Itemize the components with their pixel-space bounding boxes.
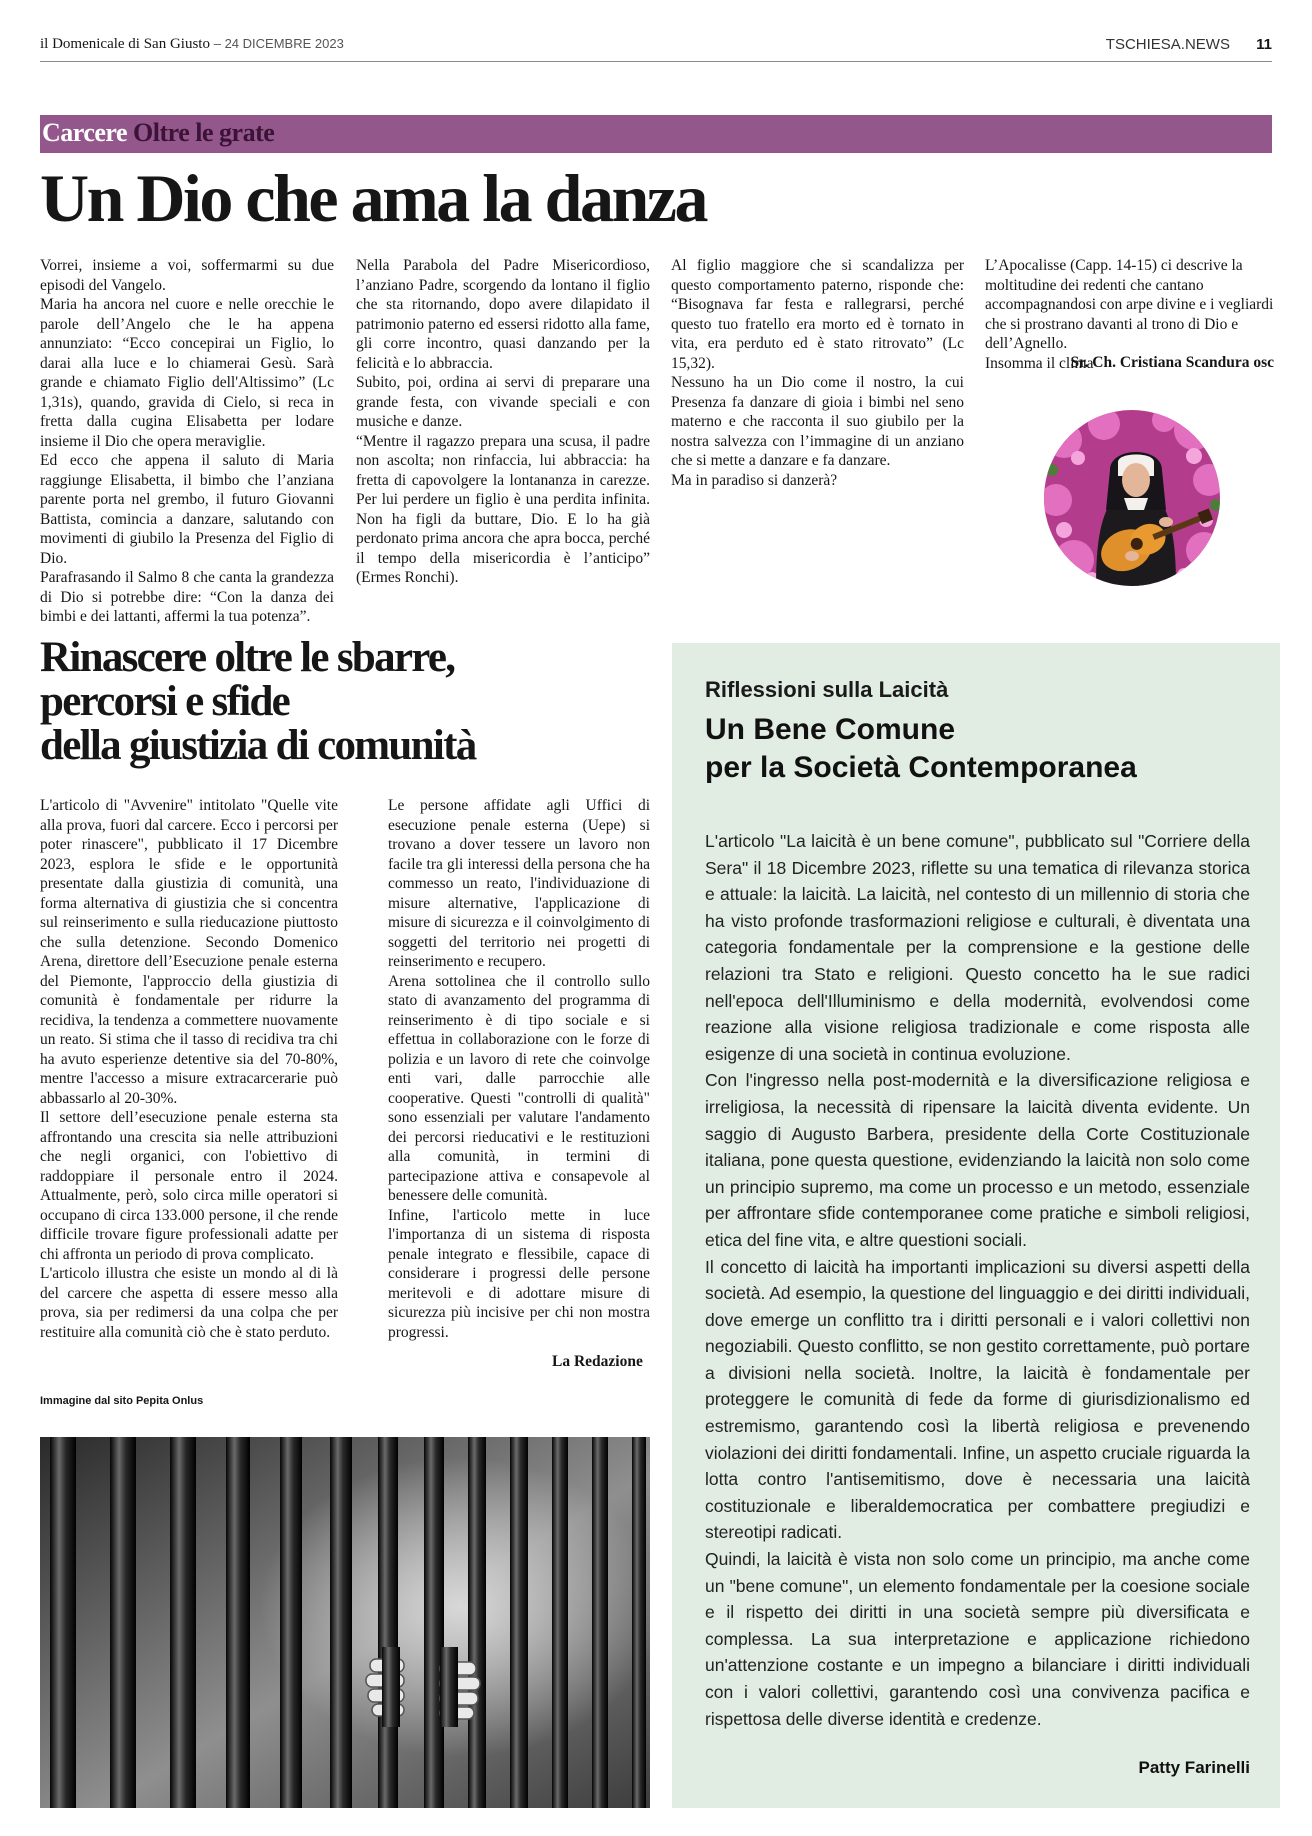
nun-with-guitar-illustration	[1044, 410, 1220, 586]
paragraph: Infine, l'articolo mette in luce l'importanza di un sistema di risposta penale integrato e flessibile, capace di considerare i progressi delle persone meritevoli e di adottare misure di sicurezza più incisive per chi non mostra progressi.	[388, 1206, 650, 1341]
page-number: 11	[1256, 36, 1272, 53]
paragraph: Ed ecco che appena il saluto di Maria raggiunge Elisabetta, il bimbo che l’anziana parente porta nel grembo, il futuro Giovanni Battista, comincia a danzare, salutando con movimenti di giubilo la Presenza del Figlio di Dio.	[40, 452, 334, 567]
publication-line	[40, 36, 344, 53]
box-title	[705, 711, 1265, 787]
article2-author: La Redazione	[552, 1353, 643, 1370]
paragraph: L'articolo di "Avvenire" intitolato "Quelle vite alla prova, fuori dal carcere. Ecco i percorsi per poter rinascere", pubblicato il 17 Dicembre 2023, esplora le sfide e le opportunità presentate dalla giustizia di comunità, una forma alternativa di giustizia che si concentra sul reinserimento e sulla rieducazione piuttosto che sulla detenzione. Secondo Domenico Arena, direttore dell’Esecuzione penale esterna del Piemonte, l'approccio della giustizia di comunità è fondamentale per ridurre la recidiva, la tendenza a commettere nuovamente un reato. Si stima che il tasso di recidiva tra chi ha avuto esperienze detentive sia del 70-80%, mentre l'accesso a misure extracarcerarie può abbassarlo al 20-30%.	[40, 797, 338, 1107]
page-header	[40, 36, 1272, 62]
paragraph: L’Apocalisse (Capp. 14-15) ci descrive la moltitudine dei redenti che cantano accompagnandosi con arpe divine e i vegliardi che si prostrano davanti al trono di Dio e dell’Agnello.	[985, 257, 1274, 352]
title-line: percorsi e sfide	[40, 678, 290, 725]
article1-title: Un Dio che ama la danza	[40, 160, 706, 236]
prison-bars-illustration	[40, 1437, 650, 1808]
section-kicker-bar	[40, 115, 1272, 153]
paragraph: Il concetto di laicità ha importanti implicazioni su diversi aspetti della società. Ad esempio, la questione del linguaggio e dei diritti individuali, dove emerge un conflitto tra i diritti personali e i valori collettivi non negoziabili. Questo conflitto, se non gestito correttamente, può portare a divisioni nella società. Inoltre, la laicità è fondamentale per proteggere le comunità di fede da forme di giurisdizionalismo ed estremismo, garantendo così la libertà religiosa e prevenendo violazioni dei diritti fondamentali. Infine, un aspetto cruciale riguarda la lotta contro l'antisemitismo, dove è necessaria una laicità costituzionale e liberaldemocratica per combattere pregiudizi e stereotipi radicati.	[705, 1256, 1250, 1543]
paragraph: Nella Parabola del Padre Misericordioso, l’anziano Padre, scorgendo da lontano il figlio che sta ritornando, dopo avere dilapidato il patrimonio paterno ed essersi ridotto alla fame, gli corre incontro, quasi danzando per la felicità e lo abbraccia.	[356, 257, 650, 372]
paragraph: Arena sottolinea che il controllo sullo stato di avanzamento del programma di reinserimento è di tipo sociale e si effettua in collaborazione con le forze di polizia e un lavoro di rete che coinvolge enti vari, dalle parrocchie alle cooperative. Questi "controlli di qualità" sono essenziali per valutare l'andamento dei percorsi rieducativi e le restituzioni alla comunità, in termini di partecipazione attiva e consapevole al benessere delle comunità.	[388, 972, 650, 1204]
paragraph: Il settore dell’esecuzione penale esterna sta affrontando una crescita sia nelle attribuzioni che negli organici, con l'obiettivo di raddoppiare il personale entro il 2024. Attualmente, però, solo circa mille operatori si occupano di circa 133.000 persone, il che rende difficile trovare figure professionali adatte per chi affronta un periodo di prova complicato.	[40, 1109, 338, 1263]
kicker-section: Carcere	[42, 118, 128, 147]
article1-column-1	[40, 256, 334, 627]
paragraph: Con l'ingresso nella post-modernità e la diversificazione religiosa e irreligiosa, la necessità di ripensare la laicità diventa evidente. Un saggio di Augusto Barbera, presidente della Corte Costituzionale italiana, pone questa questione, evidenziando la laicità non solo come un principio supremo, ma come un processo e un metodo, essenziale per affrontare sfide contemporanee come pratiche e simboli religiosi, etica del fine vita, e altre questioni sociali.	[705, 1070, 1250, 1250]
article1-column-3	[671, 256, 964, 490]
paragraph: Parafrasando il Salmo 8 che canta la grandezza di Dio si potrebbe dire: “Con la danza dei bimbi e dei lattanti, affermi la tua potenza”.	[40, 569, 334, 625]
title-line: Un Bene Comune	[705, 713, 956, 746]
paragraph: Maria ha ancora nel cuore e nelle orecchie le parole dell’Angelo che le ha appena annunziato: “Ecco concepirai un Figlio, lo darai alla luce e lo chiamerai Gesù. Sarà grande e chiamato Figlio dell'Altissimo” (Lc 1,31s), quando, gravida di Cielo, si reca in fretta dalla cugina Elisabetta per lodare insieme il Dio che opera meraviglie.	[40, 296, 334, 450]
paragraph: Vorrei, insieme a voi, soffermarmi su due episodi del Vangelo.	[40, 257, 334, 294]
title-line: per la Società Contemporanea	[705, 751, 1137, 784]
laicita-article-box	[672, 643, 1280, 1808]
box-body	[705, 828, 1250, 1732]
paragraph: Al figlio maggiore che si scandalizza per questo comportamento paterno, risponde che: “Bisognava far festa e rallegrarsi, perché questo tuo fratello era morto ed è tornato in vita, era perduto ed è stato ritrovato” (Lc 15,32).	[671, 257, 964, 372]
article2-column-2	[388, 796, 650, 1342]
paragraph: L'articolo "La laicità è un bene comune", pubblicato sul "Corriere della Sera" il 18 Dicembre 2023, riflette su una tematica di rilevanza storica e attuale: la laicità. La laicità, nel contesto di un millennio di storia che ha visto profonde trasformazioni religiose e culturali, è diventata una categoria fondamentale per la comprensione e la gestione delle relazioni tra Stato e religioni. Questo concetto ha le sue radici nell'epoca dell'Illuminismo e della modernità, evolvendosi come reazione alla visione religiosa tradizionale e come risposta alle esigenze di una società in continua evoluzione.	[705, 831, 1250, 1064]
article2-title	[40, 636, 680, 768]
paragraph: Nessuno ha un Dio come il nostro, la cui Presenza fa danzare di gioia i bimbi nel seno materno e che racconta il suo giubilo per la nostra salvezza con l’immagine di un anziano che si mette a danzare e fa danzare.	[671, 374, 964, 469]
box-section-title: Riflessioni sulla Laicità	[705, 677, 949, 702]
paragraph: Ma in paradiso si danzerà?	[671, 471, 838, 489]
header-right	[1106, 36, 1272, 53]
paragraph: Subito, poi, ordina ai servi di preparare una grande festa, con vivande speciali e con musiche e danze.	[356, 374, 650, 430]
article1-author: Sr. Ch. Cristiana Scandura osc	[1070, 354, 1274, 371]
prison-bars-photo	[40, 1437, 650, 1808]
article2-column-1	[40, 796, 338, 1342]
title-line: Rinascere oltre le sbarre,	[40, 634, 455, 681]
paragraph: Quindi, la laicità è vista non solo come un principio, ma anche come un "bene comune", un elemento fondamentale per la coesione sociale e il rispetto dei diritti in una società sempre più diversificata e complessa. La sua interpretazione e applicazione richiedono un'attenzione costante e un impegno a bilanciare i diritti individuali con i valori collettivi, garantendo così una convivenza pacifica e rispettosa delle diverse identità e credenze.	[705, 1549, 1250, 1729]
paragraph: L'articolo illustra che esiste un mondo al di là del carcere che aspetta di essere messo alla prova, sia per redimersi da una colpa che per restituire alla comunità ciò che è stato perduto.	[40, 1265, 338, 1341]
paragraph: “Mentre il ragazzo prepara una scusa, il padre non ascolta; non rinfaccia, lui abbraccia: ha fretta di capovolgere la lontananza in carezze. Per lui perdere un figlio è una perdita infinita. Non ha figli da buttare, Dio. E lo ha già perdonato prima ancora che apra bocca, perché il tempo della misericordia è l’anticipo” (Ermes Ronchi).	[356, 432, 650, 586]
box-author: Patty Farinelli	[1138, 1758, 1250, 1777]
paragraph: Le persone affidate agli Uffici di esecuzione penale esterna (Uepe) si trovano a dover tessere un lavoro non facile tra gli interessi della persona che ha commesso un reato, l'individuazione di misure alternative, l'applicazione di misure di sicurezza e il coinvolgimento di soggetti del territorio nei progetti di reinserimento e recupero.	[388, 797, 650, 970]
title-line: della giustizia di comunità	[40, 722, 476, 769]
publication-date: – 24 DICEMBRE 2023	[213, 36, 344, 51]
kicker-topic: Oltre le grate	[133, 118, 275, 147]
author-photo	[1044, 410, 1220, 586]
site-name: TSCHIESA.NEWS	[1105, 36, 1230, 53]
article1-column-2	[356, 256, 650, 588]
image-caption: Immagine dal sito Pepita Onlus	[40, 1395, 204, 1407]
publication-name: il Domenicale di San Giusto	[40, 36, 210, 52]
paragraph: Insomma il clima	[985, 354, 1094, 372]
